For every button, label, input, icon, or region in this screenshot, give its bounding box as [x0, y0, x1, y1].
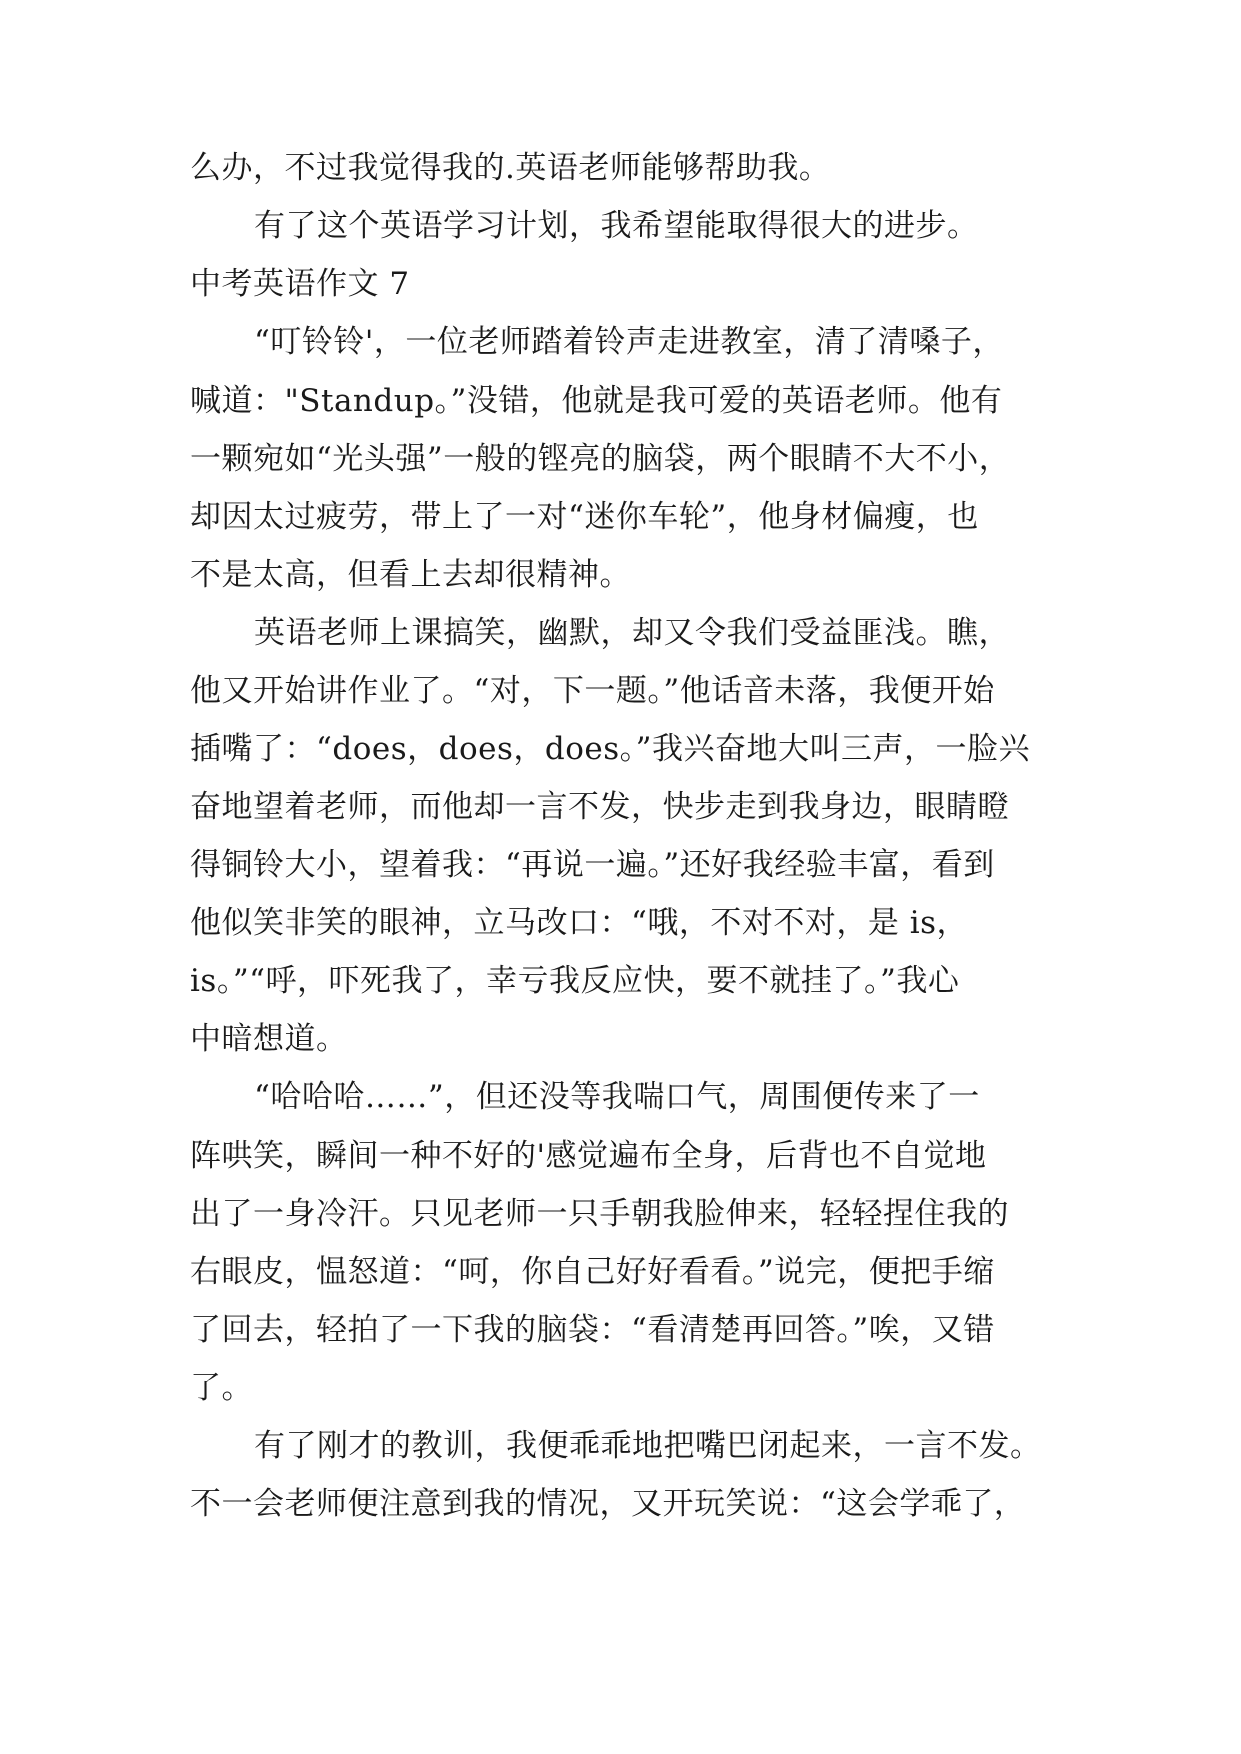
text-line: 他似笑非笑的眼神，立马改口：“哦，不对不对，是 is， [190, 905, 969, 941]
text-line: 喊道："Standup。”没错，他就是我可爱的英语老师。他有 [190, 383, 1003, 419]
section-heading: 中考英语作文 7 [190, 266, 410, 302]
text-line: 奋地望着老师，而他却一言不发，快步走到我身边，眼睛瞪 [190, 789, 1009, 825]
paragraph-start-line: “叮铃铃'，一位老师踏着铃声走进教室，清了清嗓子， [254, 324, 1004, 360]
text-line: 出了一身冷汗。只见老师一只手朝我脸伸来，轻轻捏住我的 [190, 1196, 1009, 1232]
text-line: 得铜铃大小，望着我：“再说一遍。”还好我经验丰富，看到 [190, 847, 995, 883]
text-line: 右眼皮，愠怒道：“呵，你自己好好看看。”说完，便把手缩 [190, 1254, 995, 1290]
text-line: 阵哄笑，瞬间一种不好的'感觉遍布全身，后背也不自觉地 [190, 1138, 987, 1174]
text-line: 么办，不过我觉得我的.英语老师能够帮助我。 [190, 150, 831, 186]
paragraph-start-line: 英语老师上课搞笑，幽默，却又令我们受益匪浅。瞧， [254, 615, 1010, 651]
text-line: 了。 [190, 1370, 253, 1406]
text-line: is。”“呼，吓死我了，幸亏我反应快，要不就挂了。”我心 [190, 963, 960, 999]
paragraph-start-line: 有了这个英语学习计划，我希望能取得很大的进步。 [254, 208, 979, 244]
paragraph-start-line: “哈哈哈……”，但还没等我喘口气，周围便传来了一 [254, 1079, 980, 1115]
paragraph-start-line: 有了刚才的教训，我便乖乖地把嘴巴闭起来，一言不发。 [254, 1428, 1042, 1464]
text-line: 却因太过疲劳，带上了一对“迷你车轮”，他身材偏瘦，也 [190, 499, 979, 535]
text-line: 不一会老师便注意到我的情况，又开玩笑说：“这会学乖了， [190, 1486, 1026, 1522]
text-line: 他又开始讲作业了。“对，下一题。”他话音未落，我便开始 [190, 673, 995, 709]
text-line: 一颗宛如“光头强”一般的铿亮的脑袋，两个眼睛不大不小， [190, 441, 1011, 477]
text-line: 插嘴了：“does，does，does。”我兴奋地大叫三声，一脸兴 [190, 731, 1030, 767]
text-line: 了回去，轻拍了一下我的脑袋：“看清楚再回答。”唉，又错 [190, 1312, 995, 1348]
text-line: 中暗想道。 [190, 1021, 348, 1057]
text-line: 不是太高，但看上去却很精神。 [190, 557, 631, 593]
